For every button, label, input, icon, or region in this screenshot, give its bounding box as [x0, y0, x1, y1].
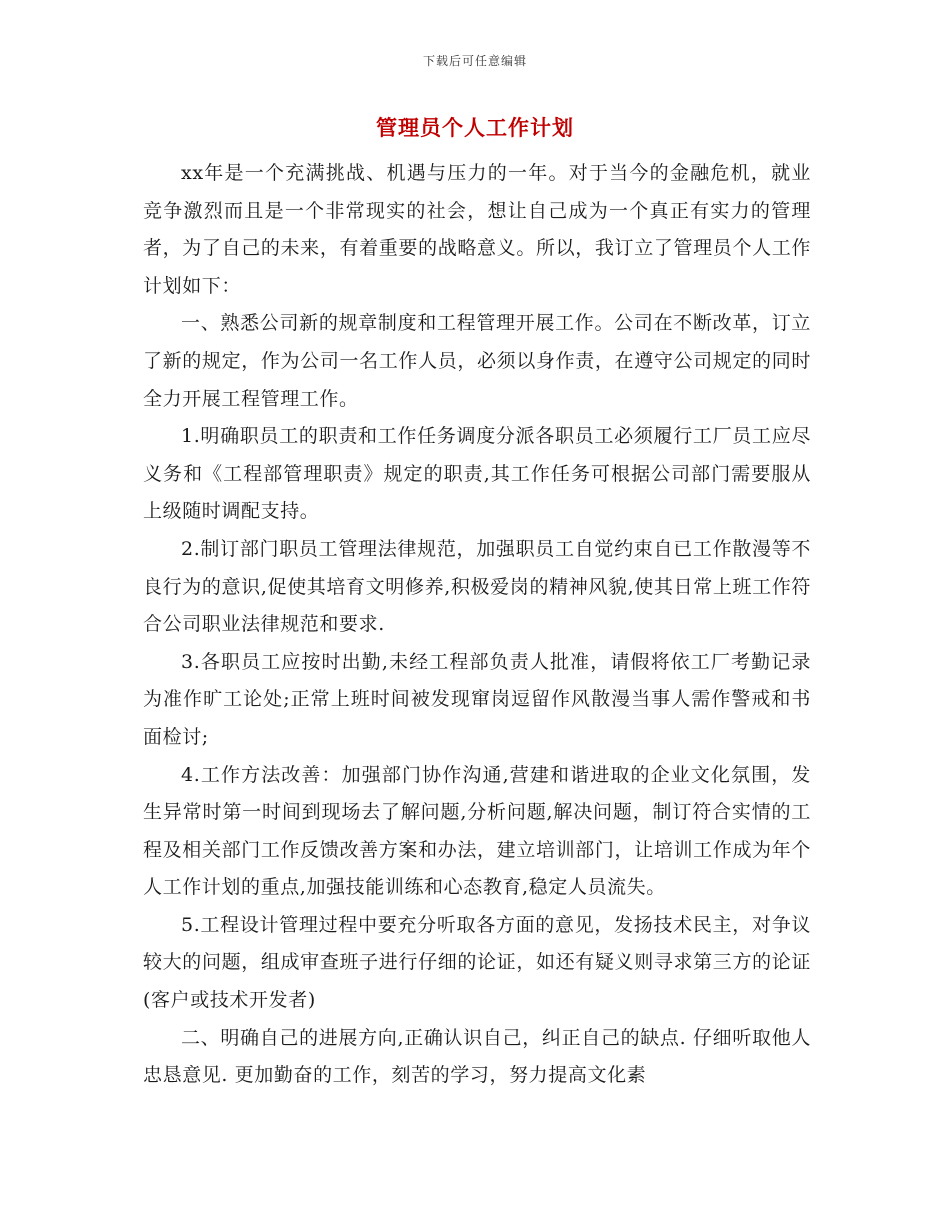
paragraph-item-4: 4.工作方法改善：加强部门协作沟通,营建和谐进取的企业文化氛围，发生异常时第一时间到现场去了解问题,分析问题,解决问题，制订符合实情的工程及相关部门工作反馈改善方案和办法，建立培训部门，让培训工作成为年个人工作计划的重点,加强技能训练和心态教育,稳定人员流失。 — [143, 763, 811, 899]
paragraph-section-2: 二、明确自己的进展方向,正确认识自己，纠正自己的缺点. 仔细听取他人忠恳意见. 更加勤奋的工作，刻苦的学习，努力提高文化素 — [143, 1026, 811, 1087]
paragraph-intro: xx年是一个充满挑战、机遇与压力的一年。对于当今的金融危机，就业竞争激烈而且是一个非常现实的社会，想让自己成为一个真正有实力的管理者，为了自己的未来，有着重要的战略意义。所以，我订立了管理员个人工作计划如下： — [143, 162, 811, 297]
document-title: 管理员个人工作计划 — [376, 115, 574, 140]
paragraph-section-1: 一、熟悉公司新的规章制度和工程管理开展工作。公司在不断改革，订立了新的规定，作为公司一名工作人员，必须以身作责，在遵守公司规定的同时全力开展工程管理工作。 — [143, 312, 811, 410]
paragraph-item-2: 2.制订部门职员工管理法律规范，加强职员工自觉约束自已工作散漫等不良行为的意识,促使其培育文明修养,积极爱岗的精神风貌,使其日常上班工作符合公司职业法律规范和要求. — [143, 537, 811, 636]
page-header: 下载后可任意编辑 — [422, 54, 527, 68]
paragraph-item-3: 3.各职员工应按时出勤,未经工程部负责人批准，请假将依工厂考勤记录为准作旷工论处;正常上班时间被发现窜岗逗留作风散漫当事人需作警戒和书面检讨; — [143, 650, 811, 748]
paragraph-item-5: 5.工程设计管理过程中要充分听取各方面的意见，发扬技术民主，对争议较大的问题，组成审查班子进行仔细的论证，如还有疑义则寻求第三方的论证(客户或技术开发者) — [143, 913, 811, 1012]
document-body — [143, 155, 811, 1095]
paragraph-item-1: 1.明确职员工的职责和工作任务调度分派各职员工必须履行工厂员工应尽义务和《工程部管理职责》规定的职责,其工作任务可根据公司部门需要服从上级随时调配支持。 — [143, 425, 811, 523]
